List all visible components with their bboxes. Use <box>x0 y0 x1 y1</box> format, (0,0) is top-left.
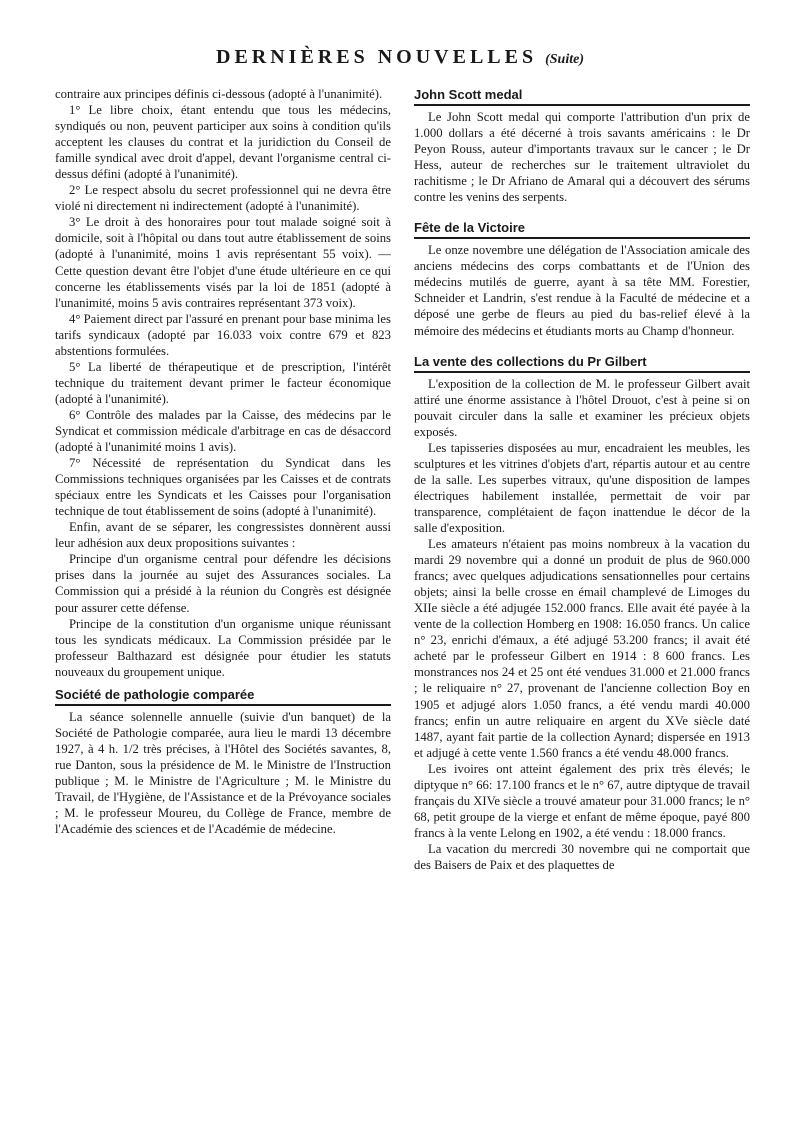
paragraph: Le John Scott medal qui comporte l'attribution d'un prix de 1.000 dollars a été décerné à trois savants américains : le Dr Peyon Rouss, auteur d'importants travaux sur le cancer ; le Dr Hess, auteur de recherches sur le traitement ultraviolet du rachitisme ; le Dr Afriano de Amaral qui a découvert des sérums contre les venins des serpents. <box>414 110 750 205</box>
paragraph: 3° Le droit à des honoraires pour tout malade soigné soit à domicile, soit à l'hôpital ou dans tout autre établissement de soins (adopté à l'unanimité, moins 1 avis représentant 55 voix). — Cette question devant être l'objet d'une étude ultérieure en ce qui concerne les établissements visés par la loi de 1851 (adopté à l'unanimité, moins 5 avis contraires représentant 373 voix). <box>55 215 391 310</box>
paragraph: Principe d'un organisme central pour défendre les décisions prises dans la journée au sujet des Assurances sociales. La Commission qui a présidé à la réunion du Congrès est désignée pour assurer cette défense. <box>55 552 391 615</box>
section-heading-gilbert: La vente des collections du Pr Gilbert <box>414 353 750 373</box>
left-column <box>55 86 391 837</box>
paragraph: Enfin, avant de se séparer, les congressistes donnèrent aussi leur adhésion aux deux propositions suivantes : <box>55 520 391 551</box>
paragraph: L'exposition de la collection de M. le professeur Gilbert avait attiré une énorme assistance à l'hôtel Drouot, c'est à peine si on pouvait circuler dans la salle et examiner les précieux objets exposés. <box>414 376 750 439</box>
section-heading-victoire: Fête de la Victoire <box>414 219 750 239</box>
paragraph: La vacation du mercredi 30 novembre qui ne comportait que des Baisers de Paix et des plaquettes de <box>414 841 750 872</box>
paragraph: 1° Le libre choix, étant entendu que tous les médecins, syndiqués ou non, peuvent participer aux soins à condition qu'ils acceptent les clauses du contrat et la juridiction du Conseil de famille syndical avec droit d'appel, devant l'organisme central ci-dessus défini (adopté à l'unanimité). <box>55 103 391 182</box>
paragraph: Les ivoires ont atteint également des prix très élevés; le diptyque n° 66: 17.100 francs et le n° 67, autre diptyque de travail français du XIVe siècle a trouvé amateur pour 31.000 francs; le n° 68, petit groupe de la vierge et enfant de même époque, payé 800 francs à la vente Lelong en 1902, a été vendu : 18.000 francs. <box>414 761 750 840</box>
paragraph: 4° Paiement direct par l'assuré en prenant pour base minima les tarifs syndicaux (adopté par 16.033 voix contre 679 et 823 abstentions formulées. <box>55 311 391 358</box>
page-header <box>0 46 800 69</box>
header-title: DERNIÈRES NOUVELLES <box>216 46 538 68</box>
paragraph: contraire aux principes définis ci-dessous (adopté à l'unanimité). <box>55 87 383 101</box>
paragraph: Les tapisseries disposées au mur, encadraient les meubles, les sculptures et les vitrines d'objets d'art, répartis autour et au centre de la salle. Les superbes vitraux, qu'une disposition de lampes électriques habilement installée, permettait de voir par transparence, complétaient de façon inattendue le décor de la salle d'exposition. <box>414 440 750 535</box>
section-heading-pathologie: Société de pathologie comparée <box>55 686 391 706</box>
section-heading-scott: John Scott medal <box>414 86 750 106</box>
right-column <box>414 86 750 873</box>
paragraph: 7° Nécessité de représentation du Syndicat dans les Commissions techniques organisées par les Caisses et de contrats spéciaux entre les Syndicats et les Caisses pour l'organisation technique de tout établissement de soins (adopté à l'unanimité). <box>55 456 391 519</box>
paragraph: 6° Contrôle des malades par la Caisse, des médecins par le Syndicat et commission médicale d'arbitrage en cas de désaccord (adopté à l'unanimité moins 1 avis). <box>55 407 391 455</box>
paragraph: 2° Le respect absolu du secret professionnel qui ne devra être violé ni directement ni indirectement (adopté à l'unanimité). <box>55 183 391 214</box>
paragraph: Les amateurs n'étaient pas moins nombreux à la vacation du mardi 29 novembre qui a donné un produit de plus de 960.000 francs; avec quelques adjudications sensationnelles pour certains objets; ainsi la belle crosse en émail champlevé de Limoges du XIIe siècle a été adjugée 152.000 francs. Elle avait été payée à la vente de la collection Homberg en 1908: 16.050 francs. Un calice n° 23, enrichi d'émaux, a été adjugé 53.200 francs; il avait été acheté par le professeur Gilbert en 1914 : 8 600 francs. Les monstrances nos 24 et 25 ont été vendues 31.000 et 21.000 francs ; le reliquaire n° 27, provenant de l'ancienne collection Boy en 1905 et adjugé alors 1.050 francs, a été vendu mardi 40.000 francs; enfin un autre reliquaire en argent du XVe siècle daté 1487, ayant fait partie de la collection Aynard; dispersée en 1913 et adjugé à cette vente 1.560 francs a été vendu 48.000 francs. <box>414 537 750 760</box>
header-suffix: (Suite) <box>545 52 584 67</box>
paragraph: Principe de la constitution d'un organisme unique réunissant tous les syndicats médicaux. La Commission présidée par le professeur Balthazard est désignée pour étudier les statuts nouveaux du groupement unique. <box>55 616 391 679</box>
paragraph: Le onze novembre une délégation de l'Association amicale des anciens médecins des corps combattants et de l'Union des médecins mutilés de guerre, ayant à sa tête MM. Forestier, Schneider et Landrin, s'est rendue à la Faculté de médecine et a déposé une gerbe de fleurs au pied du bas-relief élevé à la mémoire des médecins et étudiants morts au Champ d'honneur. <box>414 243 750 338</box>
paragraph: La séance solennelle annuelle (suivie d'un banquet) de la Société de Pathologie comparée, aura lieu le mardi 13 décembre 1927, à 4 h. 1/2 très précises, à l'Hôtel des Sociétés savantes, 8, rue Danton, sous la présidence de M. le Ministre de l'Instruction publique ; M. le Ministre de l'Agriculture ; M. le Ministre du Travail, de l'Hygiène, de l'Assistance et de la Prévoyance sociales ; M. le professeur Moureu, du Collège de France, membre de l'Académie des sciences et de l'Académie de médecine. <box>55 709 391 837</box>
paragraph: 5° La liberté de thérapeutique et de prescription, l'intérêt technique du traitement devant primer le facteur économique (adopté à l'unanimité). <box>55 359 391 406</box>
